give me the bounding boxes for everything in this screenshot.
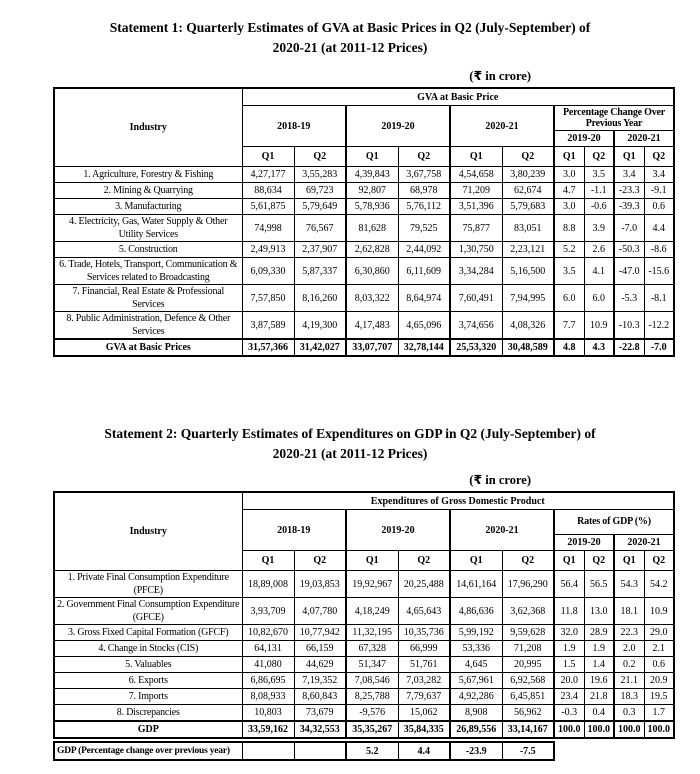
value-cell: 20,25,488 bbox=[398, 571, 450, 598]
pct-cell: 29.0 bbox=[644, 625, 674, 641]
row-label: 5. Construction bbox=[54, 242, 242, 258]
table-row bbox=[54, 242, 674, 258]
value-cell: 34,32,553 bbox=[294, 721, 346, 738]
pct-cell: 3.4 bbox=[644, 167, 674, 183]
year-header: 2020-21 bbox=[450, 106, 554, 147]
pct-cell: 100.0 bbox=[614, 721, 644, 738]
value-cell: 18,89,008 bbox=[242, 571, 294, 598]
value-cell: 5,67,961 bbox=[450, 673, 502, 689]
total-label: GDP bbox=[54, 721, 242, 738]
value-cell: 6,30,860 bbox=[346, 258, 398, 285]
value-cell: 68,978 bbox=[398, 183, 450, 199]
statement1-title-line1: Statement 1: Quarterly Estimates of GVA at Basic Prices in Q2 (July-September) of bbox=[109, 20, 591, 35]
value-cell: 17,96,290 bbox=[502, 571, 554, 598]
table-row bbox=[54, 285, 674, 312]
pct-cell: -8.6 bbox=[644, 242, 674, 258]
value-cell: 3,87,589 bbox=[242, 312, 294, 340]
quarter-header: Q1 bbox=[614, 147, 644, 167]
pct-cell: 6.0 bbox=[584, 285, 614, 312]
quarter-header: Q2 bbox=[644, 551, 674, 571]
value-cell: 10,803 bbox=[242, 705, 294, 722]
value-cell: 4,27,177 bbox=[242, 167, 294, 183]
statement2-title bbox=[0, 424, 700, 464]
row-label: 1. Private Final Consumption Expenditure (PFCE) bbox=[54, 571, 242, 598]
table-row bbox=[54, 167, 674, 183]
pct-cell: -8.1 bbox=[644, 285, 674, 312]
table-row bbox=[54, 641, 674, 657]
value-cell: 3,34,284 bbox=[450, 258, 502, 285]
pct-cell: 18.1 bbox=[614, 598, 644, 625]
value-cell: 15,062 bbox=[398, 705, 450, 722]
value-cell: 4,18,249 bbox=[346, 598, 398, 625]
year-header: 2018-19 bbox=[242, 510, 346, 551]
value-cell: 3,55,283 bbox=[294, 167, 346, 183]
pct-cell: 3.9 bbox=[584, 215, 614, 242]
value-cell: 76,567 bbox=[294, 215, 346, 242]
value-cell: 5,99,192 bbox=[450, 625, 502, 641]
row-label: 7. Financial, Real Estate & Professional Services bbox=[54, 285, 242, 312]
value-cell: 8,908 bbox=[450, 705, 502, 722]
value-cell: 7,08,546 bbox=[346, 673, 398, 689]
statement2-table-wrap bbox=[53, 491, 675, 761]
year-header: 2018-19 bbox=[242, 106, 346, 147]
value-cell: -9,576 bbox=[346, 705, 398, 722]
value-cell: 66,159 bbox=[294, 641, 346, 657]
gva-table bbox=[53, 87, 675, 357]
value-cell: 64,131 bbox=[242, 641, 294, 657]
value-cell: 14,61,164 bbox=[450, 571, 502, 598]
row-label: 8. Discrepancies bbox=[54, 705, 242, 722]
table-row bbox=[54, 199, 674, 215]
pct-cell: -50.3 bbox=[614, 242, 644, 258]
value-cell: 69,723 bbox=[294, 183, 346, 199]
pct-cell: -7.0 bbox=[614, 215, 644, 242]
value-cell: 5,87,337 bbox=[294, 258, 346, 285]
row-label: 6. Exports bbox=[54, 673, 242, 689]
pct-cell: 54.2 bbox=[644, 571, 674, 598]
industry-column-header: Industry bbox=[54, 88, 242, 167]
pct-cell: -7.0 bbox=[644, 339, 674, 356]
pct-cell: 0.3 bbox=[614, 705, 644, 722]
pct-change-cell: 4.4 bbox=[398, 742, 450, 760]
pct-cell: 4.7 bbox=[554, 183, 584, 199]
pct-cell: 3.0 bbox=[554, 199, 584, 215]
pct-change-label: GDP (Percentage change over previous year) bbox=[54, 742, 242, 760]
value-cell: 4,08,326 bbox=[502, 312, 554, 340]
pct-cell: 23.4 bbox=[554, 689, 584, 705]
value-cell: 2,37,907 bbox=[294, 242, 346, 258]
value-cell: 7,57,850 bbox=[242, 285, 294, 312]
value-cell: 4,17,483 bbox=[346, 312, 398, 340]
pct-cell: 2.1 bbox=[644, 641, 674, 657]
value-cell: 8,25,788 bbox=[346, 689, 398, 705]
table-row bbox=[54, 215, 674, 242]
value-cell: 35,84,335 bbox=[398, 721, 450, 738]
gdp-table bbox=[53, 491, 675, 739]
pct-cell: 2.6 bbox=[584, 242, 614, 258]
value-cell: 5,79,683 bbox=[502, 199, 554, 215]
value-cell: 35,35,267 bbox=[346, 721, 398, 738]
pct-cell: 2.0 bbox=[614, 641, 644, 657]
row-label: 4. Change in Stocks (CIS) bbox=[54, 641, 242, 657]
value-cell: 5,61,875 bbox=[242, 199, 294, 215]
statement1-table-wrap bbox=[53, 87, 675, 357]
change-year-header: 2020-21 bbox=[614, 535, 674, 551]
pct-cell: -9.1 bbox=[644, 183, 674, 199]
value-cell: 81,628 bbox=[346, 215, 398, 242]
quarter-header: Q1 bbox=[346, 551, 398, 571]
value-cell: 30,48,589 bbox=[502, 339, 554, 356]
gdp-pct-change-table bbox=[53, 741, 555, 761]
industry-column-header: Industry bbox=[54, 492, 242, 571]
change-year-header: 2019-20 bbox=[554, 131, 614, 147]
quarter-header: Q2 bbox=[294, 147, 346, 167]
pct-cell: 100.0 bbox=[644, 721, 674, 738]
pct-cell: 11.8 bbox=[554, 598, 584, 625]
value-cell: 3,80,239 bbox=[502, 167, 554, 183]
gdp-pct-change-row bbox=[54, 742, 554, 760]
pct-cell: 8.8 bbox=[554, 215, 584, 242]
row-label: 6. Trade, Hotels, Transport, Communication & Services related to Broadcasting bbox=[54, 258, 242, 285]
row-label: 3. Manufacturing bbox=[54, 199, 242, 215]
statement2-unit-label: (₹ in crore) bbox=[469, 473, 531, 487]
value-cell: 88,634 bbox=[242, 183, 294, 199]
row-label: 4. Electricity, Gas, Water Supply & Other Utility Services bbox=[54, 215, 242, 242]
pct-cell: 100.0 bbox=[584, 721, 614, 738]
pct-cell: 3.4 bbox=[614, 167, 644, 183]
table-row bbox=[54, 312, 674, 340]
pct-cell: 100.0 bbox=[554, 721, 584, 738]
value-cell: 5,16,500 bbox=[502, 258, 554, 285]
pct-cell: 0.2 bbox=[614, 657, 644, 673]
pct-cell: 1.7 bbox=[644, 705, 674, 722]
value-cell: 2,23,121 bbox=[502, 242, 554, 258]
value-cell: 9,59,628 bbox=[502, 625, 554, 641]
pct-cell: 10.9 bbox=[584, 312, 614, 340]
change-year-header: 2019-20 bbox=[554, 535, 614, 551]
value-cell: 3,62,368 bbox=[502, 598, 554, 625]
pct-cell: 28.9 bbox=[584, 625, 614, 641]
value-cell: 2,49,913 bbox=[242, 242, 294, 258]
value-cell: 7,03,282 bbox=[398, 673, 450, 689]
value-cell: 3,67,758 bbox=[398, 167, 450, 183]
value-cell: 26,89,556 bbox=[450, 721, 502, 738]
pct-cell: 32.0 bbox=[554, 625, 584, 641]
gdp-group-header: Expenditures of Gross Domestic Product bbox=[242, 492, 674, 510]
pct-cell: 20.0 bbox=[554, 673, 584, 689]
table-row bbox=[54, 657, 674, 673]
value-cell: 4,86,636 bbox=[450, 598, 502, 625]
pct-cell: 0.4 bbox=[584, 705, 614, 722]
quarter-header: Q2 bbox=[398, 147, 450, 167]
row-label: 1. Agriculture, Forestry & Fishing bbox=[54, 167, 242, 183]
value-cell: 66,999 bbox=[398, 641, 450, 657]
value-cell: 67,328 bbox=[346, 641, 398, 657]
pct-cell: 6.0 bbox=[554, 285, 584, 312]
value-cell: 4,65,096 bbox=[398, 312, 450, 340]
pct-cell: -10.3 bbox=[614, 312, 644, 340]
value-cell: 3,93,709 bbox=[242, 598, 294, 625]
quarter-header: Q2 bbox=[644, 147, 674, 167]
value-cell: 73,679 bbox=[294, 705, 346, 722]
value-cell: 8,03,322 bbox=[346, 285, 398, 312]
quarter-header: Q1 bbox=[554, 551, 584, 571]
quarter-header: Q2 bbox=[398, 551, 450, 571]
pct-cell: 54.3 bbox=[614, 571, 644, 598]
table-row bbox=[54, 258, 674, 285]
pct-cell: 56.4 bbox=[554, 571, 584, 598]
statement1-title-line2: 2020-21 (at 2011-12 Prices) bbox=[272, 40, 428, 55]
value-cell: 2,62,828 bbox=[346, 242, 398, 258]
quarter-header: Q2 bbox=[502, 551, 554, 571]
value-cell: 6,45,851 bbox=[502, 689, 554, 705]
pct-cell: 56.5 bbox=[584, 571, 614, 598]
pct-cell: 22.3 bbox=[614, 625, 644, 641]
statement1-title bbox=[0, 18, 700, 58]
year-header: 2020-21 bbox=[450, 510, 554, 551]
value-cell: 6,92,568 bbox=[502, 673, 554, 689]
pct-change-group-header: Percentage Change Over Previous Year bbox=[554, 106, 674, 131]
pct-change-cell bbox=[294, 742, 346, 760]
pct-cell: -5.3 bbox=[614, 285, 644, 312]
value-cell: 25,53,320 bbox=[450, 339, 502, 356]
value-cell: 4,19,300 bbox=[294, 312, 346, 340]
pct-cell: -22.8 bbox=[614, 339, 644, 356]
pct-cell: 5.2 bbox=[554, 242, 584, 258]
value-cell: 6,09,330 bbox=[242, 258, 294, 285]
pct-cell: 0.6 bbox=[644, 657, 674, 673]
value-cell: 3,74,656 bbox=[450, 312, 502, 340]
pct-cell: 3.5 bbox=[554, 258, 584, 285]
rates-group-header: Rates of GDP (%) bbox=[554, 510, 674, 535]
value-cell: 5,79,649 bbox=[294, 199, 346, 215]
row-label: 7. Imports bbox=[54, 689, 242, 705]
quarter-header: Q1 bbox=[242, 551, 294, 571]
pct-cell: 19.5 bbox=[644, 689, 674, 705]
value-cell: 44,629 bbox=[294, 657, 346, 673]
year-header: 2019-20 bbox=[346, 106, 450, 147]
pct-cell: 0.6 bbox=[644, 199, 674, 215]
value-cell: 33,07,707 bbox=[346, 339, 398, 356]
value-cell: 53,336 bbox=[450, 641, 502, 657]
value-cell: 8,16,260 bbox=[294, 285, 346, 312]
statement2-title-line2: 2020-21 (at 2011-12 Prices) bbox=[272, 446, 428, 461]
value-cell: 5,78,936 bbox=[346, 199, 398, 215]
pct-cell: -12.2 bbox=[644, 312, 674, 340]
pct-change-cell: 5.2 bbox=[346, 742, 398, 760]
pct-cell: 4.3 bbox=[584, 339, 614, 356]
value-cell: 6,11,609 bbox=[398, 258, 450, 285]
total-row bbox=[54, 721, 674, 738]
pct-cell: 4.4 bbox=[644, 215, 674, 242]
pct-cell: 13.0 bbox=[584, 598, 614, 625]
pct-cell: -39.3 bbox=[614, 199, 644, 215]
pct-cell: -47.0 bbox=[614, 258, 644, 285]
pct-change-cell bbox=[242, 742, 294, 760]
value-cell: 8,64,974 bbox=[398, 285, 450, 312]
table-row bbox=[54, 689, 674, 705]
change-year-header: 2020-21 bbox=[614, 131, 674, 147]
value-cell: 8,08,933 bbox=[242, 689, 294, 705]
value-cell: 71,209 bbox=[450, 183, 502, 199]
value-cell: 74,998 bbox=[242, 215, 294, 242]
pct-cell: 1.9 bbox=[554, 641, 584, 657]
value-cell: 4,645 bbox=[450, 657, 502, 673]
value-cell: 19,92,967 bbox=[346, 571, 398, 598]
row-label: 2. Government Final Consumption Expenditure (GFCE) bbox=[54, 598, 242, 625]
quarter-header: Q1 bbox=[614, 551, 644, 571]
quarter-header: Q1 bbox=[554, 147, 584, 167]
pct-cell: 21.1 bbox=[614, 673, 644, 689]
table-row bbox=[54, 705, 674, 722]
value-cell: 31,42,027 bbox=[294, 339, 346, 356]
value-cell: 75,877 bbox=[450, 215, 502, 242]
quarter-header: Q1 bbox=[450, 551, 502, 571]
pct-cell: 1.4 bbox=[584, 657, 614, 673]
value-cell: 4,65,643 bbox=[398, 598, 450, 625]
value-cell: 56,962 bbox=[502, 705, 554, 722]
value-cell: 3,51,396 bbox=[450, 199, 502, 215]
total-row bbox=[54, 339, 674, 356]
pct-change-cell: -7.5 bbox=[502, 742, 554, 760]
row-label: 2. Mining & Quarrying bbox=[54, 183, 242, 199]
table-row bbox=[54, 673, 674, 689]
pct-cell: 7.7 bbox=[554, 312, 584, 340]
value-cell: 7,19,352 bbox=[294, 673, 346, 689]
quarter-header: Q1 bbox=[242, 147, 294, 167]
pct-cell: 18.3 bbox=[614, 689, 644, 705]
row-label: 5. Valuables bbox=[54, 657, 242, 673]
quarter-header: Q2 bbox=[584, 551, 614, 571]
value-cell: 4,92,286 bbox=[450, 689, 502, 705]
table-row bbox=[54, 598, 674, 625]
value-cell: 32,78,144 bbox=[398, 339, 450, 356]
value-cell: 10,82,670 bbox=[242, 625, 294, 641]
value-cell: 2,44,092 bbox=[398, 242, 450, 258]
table-row bbox=[54, 625, 674, 641]
pct-cell: 4.8 bbox=[554, 339, 584, 356]
pct-cell: 21.8 bbox=[584, 689, 614, 705]
value-cell: 62,674 bbox=[502, 183, 554, 199]
pct-cell: 1.5 bbox=[554, 657, 584, 673]
value-cell: 33,59,162 bbox=[242, 721, 294, 738]
quarter-header: Q2 bbox=[294, 551, 346, 571]
value-cell: 31,57,366 bbox=[242, 339, 294, 356]
value-cell: 51,347 bbox=[346, 657, 398, 673]
pct-cell: -1.1 bbox=[584, 183, 614, 199]
pct-cell: 19.6 bbox=[584, 673, 614, 689]
value-cell: 79,525 bbox=[398, 215, 450, 242]
pct-cell: -0.6 bbox=[584, 199, 614, 215]
table-row bbox=[54, 571, 674, 598]
pct-cell: -0.3 bbox=[554, 705, 584, 722]
year-header: 2019-20 bbox=[346, 510, 450, 551]
value-cell: 51,761 bbox=[398, 657, 450, 673]
value-cell: 41,080 bbox=[242, 657, 294, 673]
row-label: 3. Gross Fixed Capital Formation (GFCF) bbox=[54, 625, 242, 641]
value-cell: 5,76,112 bbox=[398, 199, 450, 215]
value-cell: 6,86,695 bbox=[242, 673, 294, 689]
pct-cell: -15.6 bbox=[644, 258, 674, 285]
value-cell: 4,54,658 bbox=[450, 167, 502, 183]
pct-cell: 10.9 bbox=[644, 598, 674, 625]
gva-group-header: GVA at Basic Price bbox=[242, 88, 674, 106]
value-cell: 10,77,942 bbox=[294, 625, 346, 641]
pct-cell: 1.9 bbox=[584, 641, 614, 657]
table-row bbox=[54, 183, 674, 199]
value-cell: 4,39,843 bbox=[346, 167, 398, 183]
value-cell: 10,35,736 bbox=[398, 625, 450, 641]
pct-cell: 4.1 bbox=[584, 258, 614, 285]
quarter-header: Q2 bbox=[502, 147, 554, 167]
pct-cell: -23.3 bbox=[614, 183, 644, 199]
quarter-header: Q2 bbox=[584, 147, 614, 167]
quarter-header: Q1 bbox=[346, 147, 398, 167]
value-cell: 20,995 bbox=[502, 657, 554, 673]
total-label: GVA at Basic Prices bbox=[54, 339, 242, 356]
value-cell: 33,14,167 bbox=[502, 721, 554, 738]
value-cell: 83,051 bbox=[502, 215, 554, 242]
pct-change-cell: -23.9 bbox=[450, 742, 502, 760]
value-cell: 7,79,637 bbox=[398, 689, 450, 705]
value-cell: 19,03,853 bbox=[294, 571, 346, 598]
quarter-header: Q1 bbox=[450, 147, 502, 167]
row-label: 8. Public Administration, Defence & Other Services bbox=[54, 312, 242, 340]
value-cell: 11,32,195 bbox=[346, 625, 398, 641]
pct-cell: 3.0 bbox=[554, 167, 584, 183]
statement2-title-line1: Statement 2: Quarterly Estimates of Expenditures on GDP in Q2 (July-September) of bbox=[104, 426, 596, 441]
value-cell: 1,30,750 bbox=[450, 242, 502, 258]
value-cell: 8,60,843 bbox=[294, 689, 346, 705]
pct-cell: 3.5 bbox=[584, 167, 614, 183]
value-cell: 7,60,491 bbox=[450, 285, 502, 312]
value-cell: 71,208 bbox=[502, 641, 554, 657]
value-cell: 7,94,995 bbox=[502, 285, 554, 312]
value-cell: 92,807 bbox=[346, 183, 398, 199]
statement1-unit-label: (₹ in crore) bbox=[469, 69, 531, 83]
value-cell: 4,07,780 bbox=[294, 598, 346, 625]
pct-cell: 20.9 bbox=[644, 673, 674, 689]
